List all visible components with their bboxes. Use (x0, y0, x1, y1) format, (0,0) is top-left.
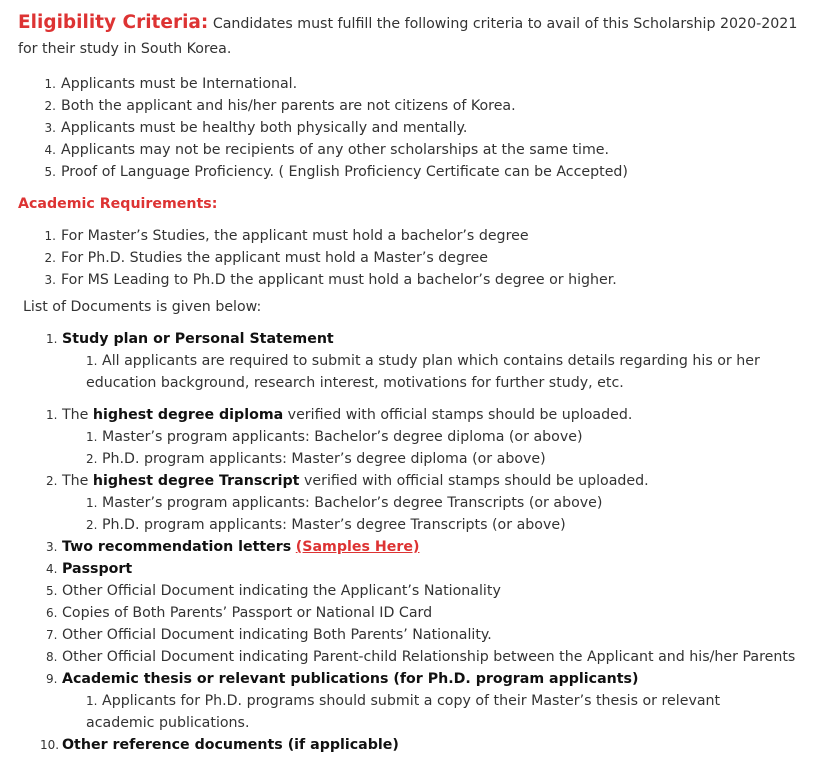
list-item: 3. For MS Leading to Ph.D the applicant must hold a bachelor’s degree or higher. (44, 272, 617, 288)
list-item-study-plan: 1. Study plan or Personal Statement (46, 331, 334, 347)
list-item: 2. For Ph.D. Studies the applicant must hold a Master’s degree (44, 250, 488, 266)
eligibility-title: Eligibility Criteria: (18, 12, 209, 33)
list-item: 1. Applicants must be International. (44, 76, 298, 92)
list-item: 5. Proof of Language Proficiency. ( English Proficiency Certificate can be Accepted) (44, 164, 628, 180)
list-item: 1. Master’s program applicants: Bachelor’s degree Transcripts (or above) (86, 495, 603, 511)
samples-link[interactable]: (Samples Here) (295, 539, 420, 555)
eligibility-heading (18, 10, 808, 62)
list-item-diploma: 1. The highest degree diploma verified with official stamps should be uploaded. (46, 407, 633, 423)
list-item: 4. Applicants may not be recipients of any other scholarships at the same time. (44, 142, 609, 158)
list-item: 5. Other Official Document indicating the Applicant’s Nationality (46, 583, 501, 599)
list-item-thesis: 9. Academic thesis or relevant publications (for Ph.D. program applicants) (46, 671, 639, 687)
list-item-reference: 10. Other reference documents (if applicable) (40, 737, 399, 753)
study-plan-detail: 1. All applicants are required to submit a study plan which contains details regarding his or her education background, research interest, motivations for further study, etc. (86, 353, 760, 391)
list-item-passport: 4. Passport (46, 561, 133, 577)
list-item: 6. Copies of Both Parents’ Passport or National ID Card (46, 605, 433, 621)
list-item-transcript: 2. The highest degree Transcript verified with official stamps should be uploaded. (46, 473, 649, 489)
list-item: 8. Other Official Document indicating Parent-child Relationship between the Applicant and his/her Parents (46, 649, 796, 665)
academic-title: Academic Requirements: (18, 196, 218, 212)
list-item-recommendation: 3. Two recommendation letters (Samples Here) (46, 539, 420, 555)
eligibility-intro: Candidates must fulfill the following criteria to avail of this Scholarship 2020-2021 for their study in South Korea. (18, 16, 798, 57)
list-item: 3. Applicants must be healthy both physically and mentally. (44, 120, 468, 136)
list-item: 2. Ph.D. program applicants: Master’s degree diploma (or above) (86, 451, 546, 467)
documents-intro: List of Documents is given below: (23, 299, 262, 315)
thesis-detail: 1. Applicants for Ph.D. programs should submit a copy of their Master’s thesis or relevant academic publications. (86, 693, 721, 731)
list-item: 1. Master’s program applicants: Bachelor’s degree diploma (or above) (86, 429, 583, 445)
list-item: 7. Other Official Document indicating Both Parents’ Nationality. (46, 627, 492, 643)
list-item: 2. Ph.D. program applicants: Master’s degree Transcripts (or above) (86, 517, 566, 533)
list-item: 1. For Master’s Studies, the applicant must hold a bachelor’s degree (44, 228, 529, 244)
list-item: 2. Both the applicant and his/her parents are not citizens of Korea. (44, 98, 516, 114)
